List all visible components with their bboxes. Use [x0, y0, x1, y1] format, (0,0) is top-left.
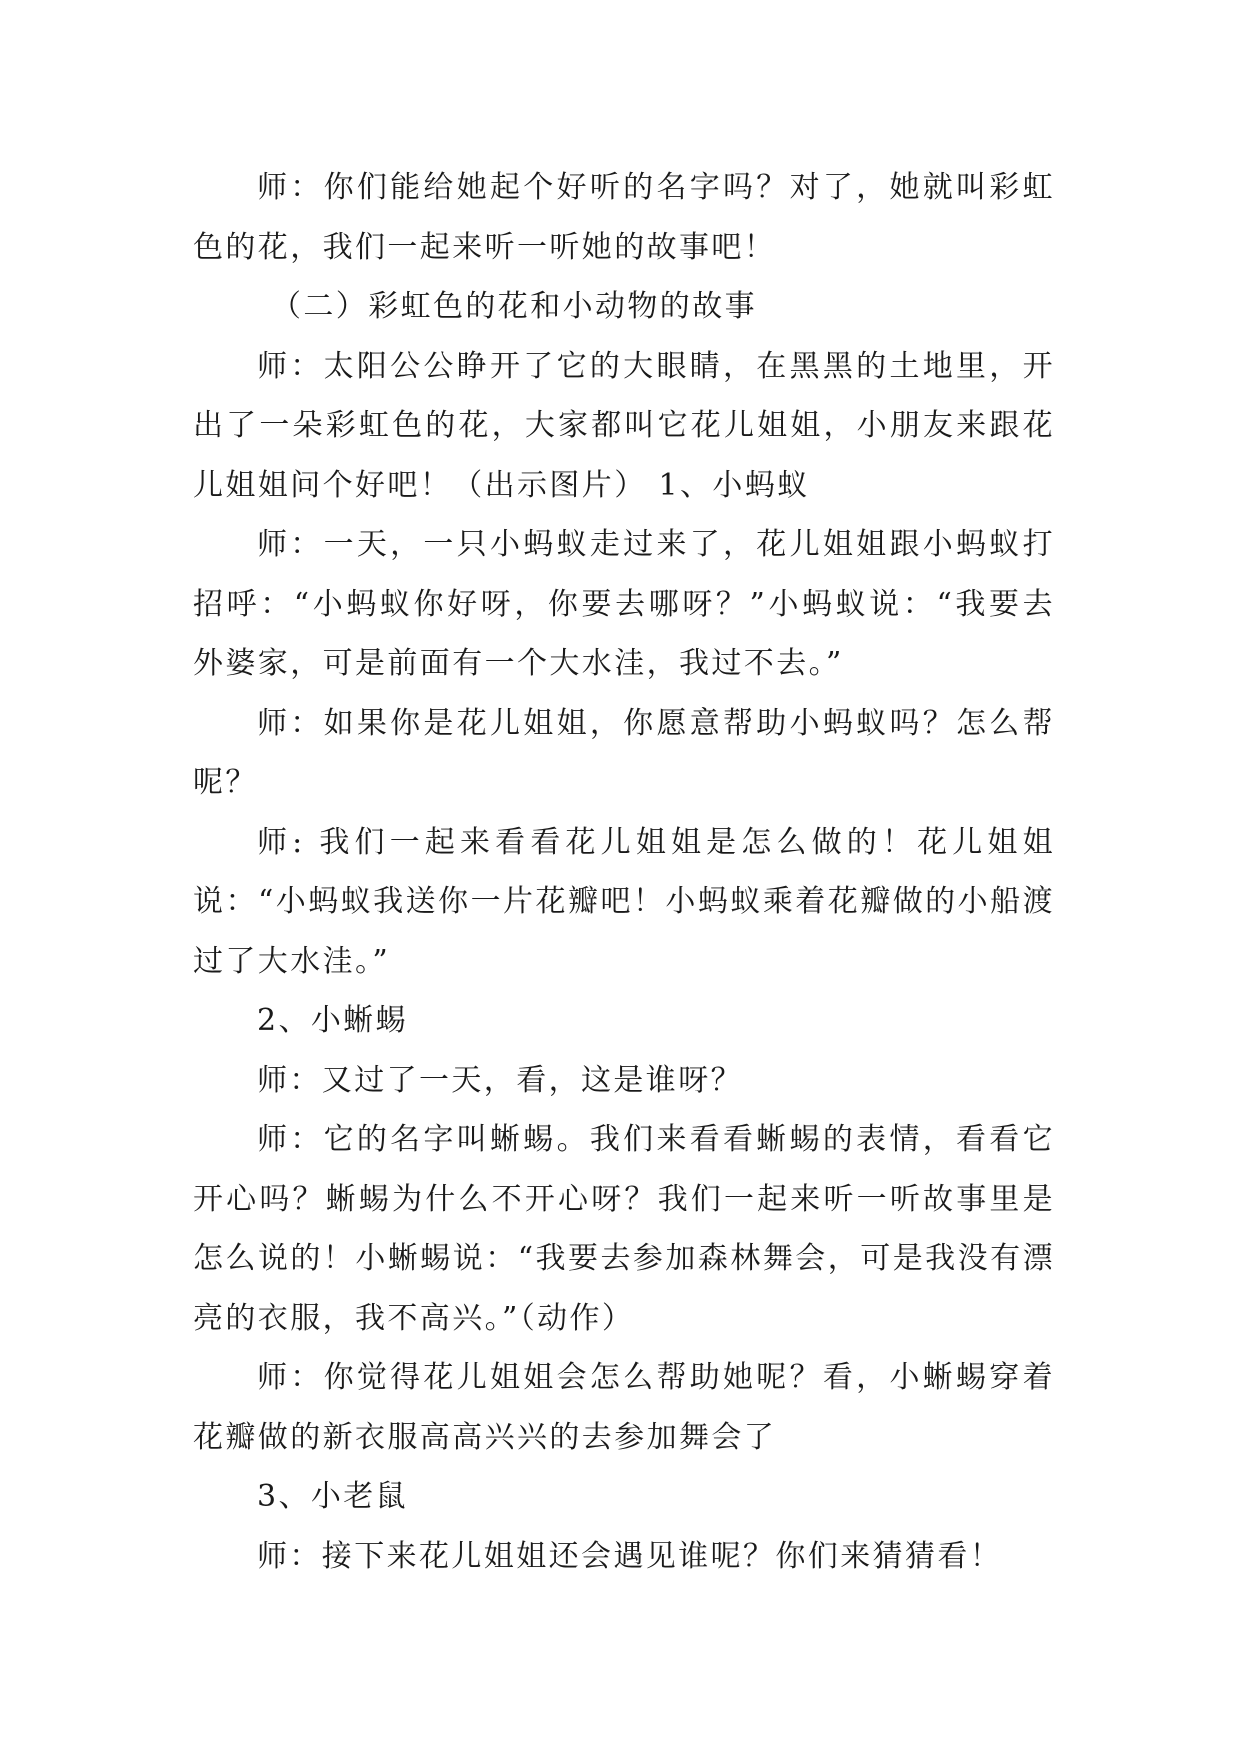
paragraph-5: 师：如果你是花儿姐姐，你愿意帮助小蚂蚁吗？怎么帮呢？: [193, 705, 1055, 800]
paragraph-9: 师：它的名字叫蜥蜴。我们来看看蜥蜴的表情，看看它开心吗？蜥蜴为什么不开心呀？我们一起来听一听故事里是怎么说的！小蜥蜴说：“我要去参加森林舞会，可是我没有漂亮的衣服，我不高兴。”（动作）: [193, 1122, 1055, 1336]
paragraph-3: 师：太阳公公睁开了它的大眼睛，在黑黑的土地里，开出了一朵彩虹色的花，大家都叫它花儿姐姐，小朋友来跟花儿姐姐问个好吧！（出示图片） 1、小蚂蚁: [193, 348, 1055, 503]
paragraph-4: 师：一天，一只小蚂蚁走过来了，花儿姐姐跟小蚂蚁打招呼：“小蚂蚁你好呀，你要去哪呀？”小蚂蚁说：“我要去外婆家，可是前面有一个大水洼，我过不去。”: [193, 527, 1055, 681]
paragraph-6: 师: 我们一起来看看花儿姐姐是怎么做的！花儿姐姐说：“小蚂蚁我送你一片花瓣吧！小蚂蚁乘着花瓣做的小船渡过了大水洼。”: [193, 824, 1055, 979]
paragraph-1: 师：你们能给她起个好听的名字吗？对了，她就叫彩虹色的花，我们一起来听一听她的故事吧！: [193, 170, 1055, 265]
paragraph-10: 师：你觉得花儿姐姐会怎么帮助她呢？看，小蜥蜴穿着花瓣做的新衣服高高兴兴的去参加舞会了: [193, 1360, 1055, 1455]
paragraph-8: 师：又过了一天，看，这是谁呀？: [257, 1062, 743, 1098]
paragraph-12: 师：接下来花儿姐姐还会遇见谁呢？你们来猜猜看！: [257, 1538, 1003, 1574]
section-heading-2: （二）彩虹色的花和小动物的故事: [271, 289, 757, 324]
subheading-mouse: 3、小老鼠: [257, 1479, 409, 1514]
subheading-lizard: 2、小蜥蜴: [257, 1003, 409, 1038]
document-body: [193, 158, 1055, 1586]
